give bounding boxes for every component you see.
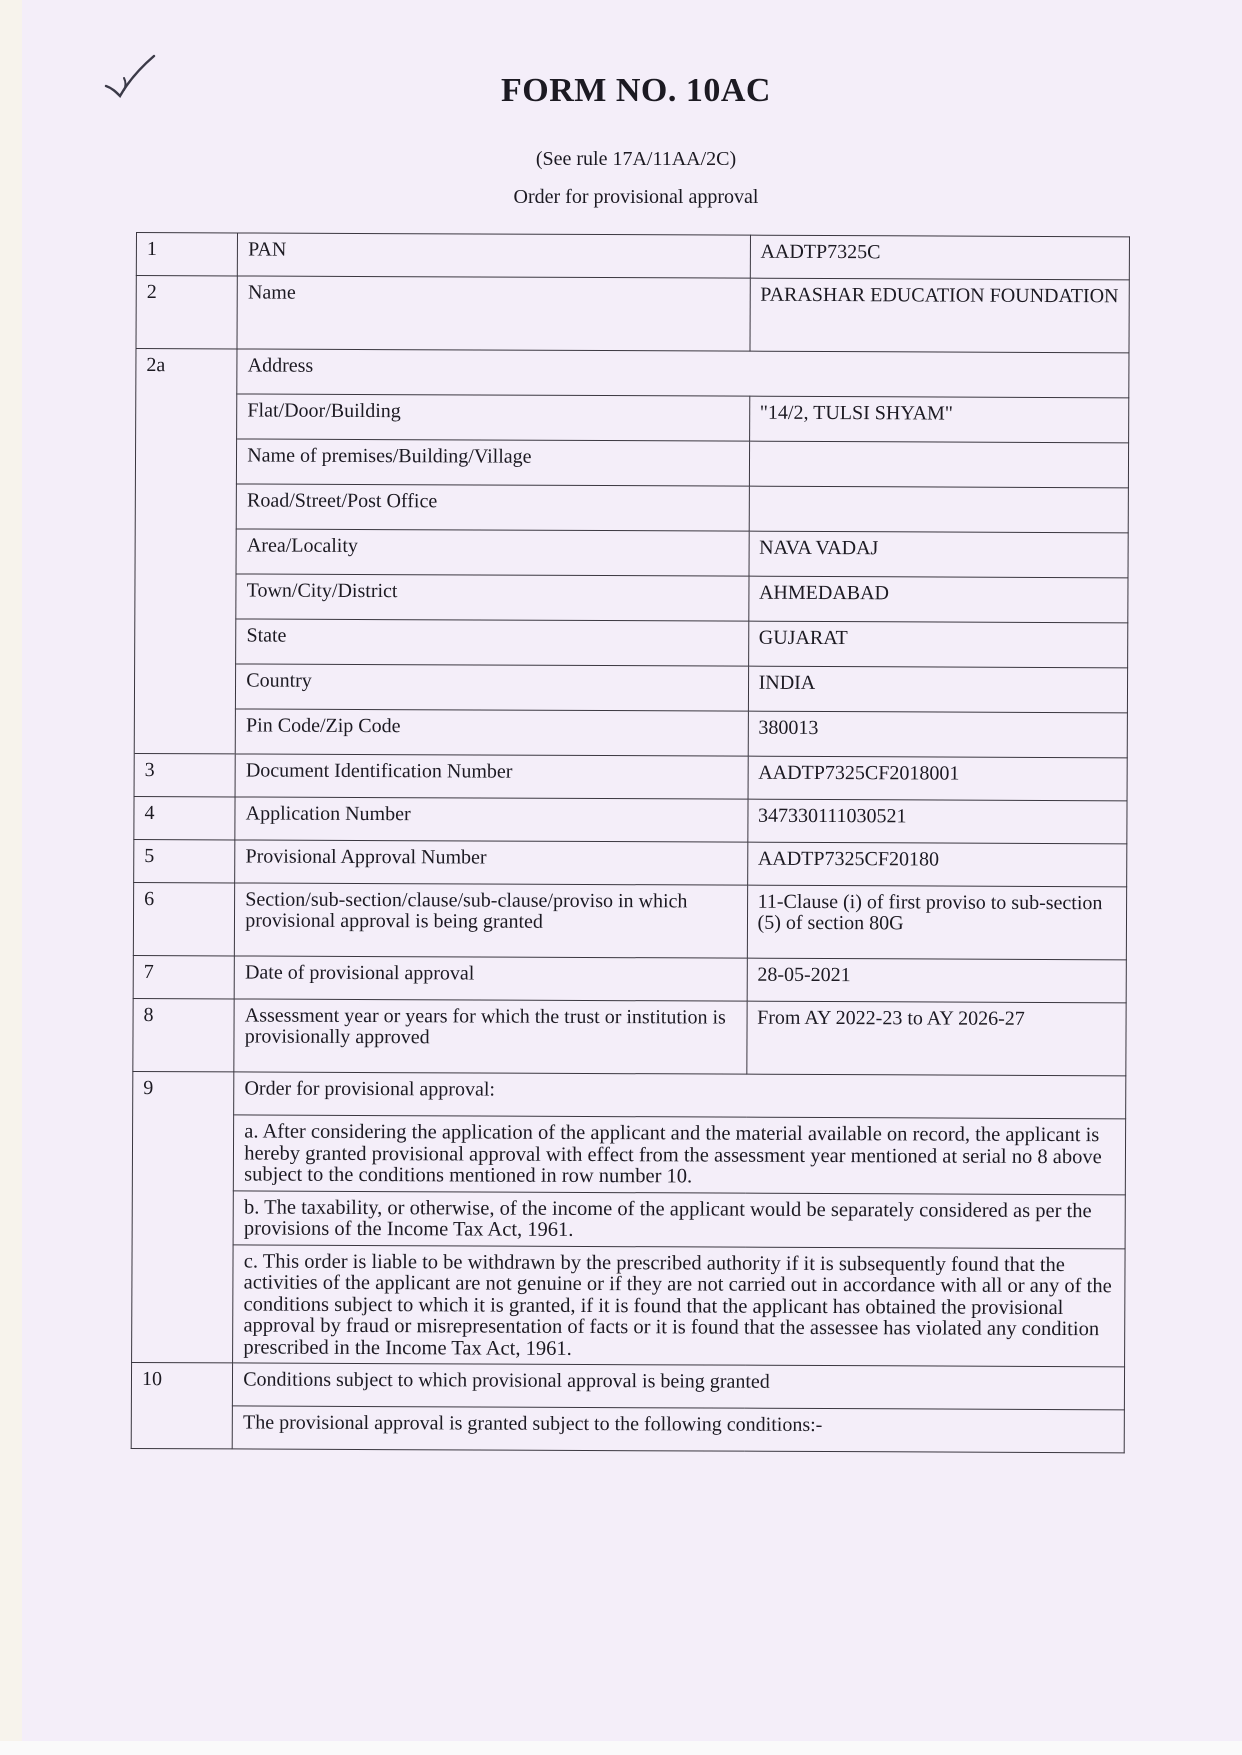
section-value: 11-Clause (i) of first proviso to sub-section (5) of section 80G: [747, 885, 1127, 960]
address-field-value: 380013: [748, 711, 1128, 758]
row-number: 5: [134, 839, 235, 882]
address-field-label: Area/Locality: [236, 529, 749, 576]
address-field-value: AHMEDABAD: [748, 576, 1128, 623]
name-label: Name: [237, 276, 750, 351]
order-label: Order for provisional approval:: [234, 1072, 1126, 1119]
assessment-years-label: Assessment year or years for which the trust or institution is provisionally approved: [234, 999, 747, 1074]
order-paragraph-a: a. After considering the application of the applicant and the material available on record, the applicant is hereby granted provisional approval with effect from the assessment year mentioned at serial no 8 above subject to the conditions mentioned in row number 10.: [234, 1115, 1126, 1194]
address-field-value: NAVA VADAJ: [749, 531, 1129, 578]
table-row: [131, 1406, 1124, 1453]
form-table: [131, 232, 1130, 1453]
form-title: FORM NO. 10AC: [501, 72, 771, 109]
address-field-value: "14/2, TULSI SHYAM": [749, 396, 1129, 443]
table-row: [133, 1071, 1126, 1118]
address-field-label: State: [236, 619, 749, 666]
application-number-label: Application Number: [235, 797, 748, 842]
pan-label: PAN: [238, 233, 751, 278]
table-row: [136, 233, 1129, 280]
row-number: 4: [134, 796, 235, 839]
table-row: [135, 483, 1128, 532]
table-row: [133, 955, 1126, 1002]
name-value: PARASHAR EDUCATION FOUNDATION: [750, 278, 1130, 353]
address-field-label: Town/City/District: [236, 574, 749, 621]
table-row: [134, 839, 1127, 886]
table-row: [135, 439, 1128, 488]
table-row: [131, 1363, 1124, 1410]
application-number-value: 347330111030521: [747, 799, 1127, 844]
table-row: [132, 1114, 1125, 1194]
address-field-label: Name of premises/Building/Village: [237, 439, 750, 486]
approval-number-label: Provisional Approval Number: [235, 840, 748, 885]
scan-edge-strip: [0, 0, 22, 1755]
row-number: 10: [131, 1363, 233, 1449]
form-subtitle: Order for provisional approval: [513, 186, 759, 208]
row-number: 1: [136, 233, 237, 276]
address-field-value: GUJARAT: [748, 621, 1128, 668]
rule-reference: (See rule 17A/11AA/2C): [535, 148, 737, 170]
row-number: 6: [133, 882, 235, 955]
table-row: [134, 708, 1127, 757]
table-row: [132, 1244, 1126, 1367]
address-field-value: [749, 441, 1129, 488]
row-number: 2a: [134, 349, 237, 754]
table-row: [133, 998, 1126, 1075]
order-paragraph-b: b. The taxability, or otherwise, of the income of the applicant would be separately considered as per the provisions of the Income Tax Act, 1961.: [233, 1190, 1125, 1248]
pan-value: AADTP7325C: [750, 235, 1130, 280]
table-row: [135, 573, 1128, 622]
row-number: 8: [133, 998, 235, 1071]
din-label: Document Identification Number: [235, 754, 748, 799]
row-number: 9: [132, 1071, 235, 1363]
table-row: [133, 882, 1126, 959]
table-row: [136, 276, 1129, 353]
table-row: [136, 394, 1129, 443]
conditions-label: Conditions subject to which provisional approval is being granted: [233, 1363, 1125, 1410]
row-number: 3: [134, 753, 235, 796]
scan-bottom-edge: [0, 1741, 1242, 1755]
din-value: AADTP7325CF2018001: [748, 756, 1128, 801]
section-label: Section/sub-section/clause/sub-clause/proviso in which provisional approval is being granted: [235, 883, 748, 958]
table-row: [135, 528, 1128, 577]
address-label: Address: [237, 349, 1129, 398]
address-field-label: Country: [236, 664, 749, 711]
address-field-label: Road/Street/Post Office: [236, 484, 749, 531]
row-number: 2: [136, 276, 238, 349]
approval-date-value: 28-05-2021: [747, 958, 1127, 1003]
table-row: [136, 349, 1129, 398]
table-row: [134, 796, 1127, 843]
approval-date-label: Date of provisional approval: [234, 956, 747, 1001]
address-field-label: Flat/Door/Building: [237, 394, 750, 441]
table-row: [132, 1190, 1125, 1248]
table-row: [135, 618, 1128, 667]
table-row: [134, 663, 1127, 712]
row-number: 7: [133, 955, 234, 998]
conditions-intro: The provisional approval is granted subject to the following conditions:-: [232, 1406, 1124, 1453]
order-paragraph-c: c. This order is liable to be withdrawn by the prescribed authority if it is subsequently found that the activities of the applicant are not genuine or if they are not carried out in accordance with all or any of the conditions subject to which it is granted, if it is found that the applicant has obtained the provisional approval by fraud or misrepresentation of facts or it is found that the assessee has violated any condition prescribed in the Income Tax Act, 1961.: [233, 1245, 1125, 1367]
approval-number-value: AADTP7325CF20180: [747, 842, 1127, 887]
address-field-label: Pin Code/Zip Code: [235, 709, 748, 756]
address-field-value: [749, 486, 1129, 533]
table-row: [134, 753, 1127, 800]
assessment-years-value: From AY 2022-23 to AY 2026-27: [746, 1001, 1126, 1076]
address-field-value: INDIA: [748, 666, 1128, 713]
